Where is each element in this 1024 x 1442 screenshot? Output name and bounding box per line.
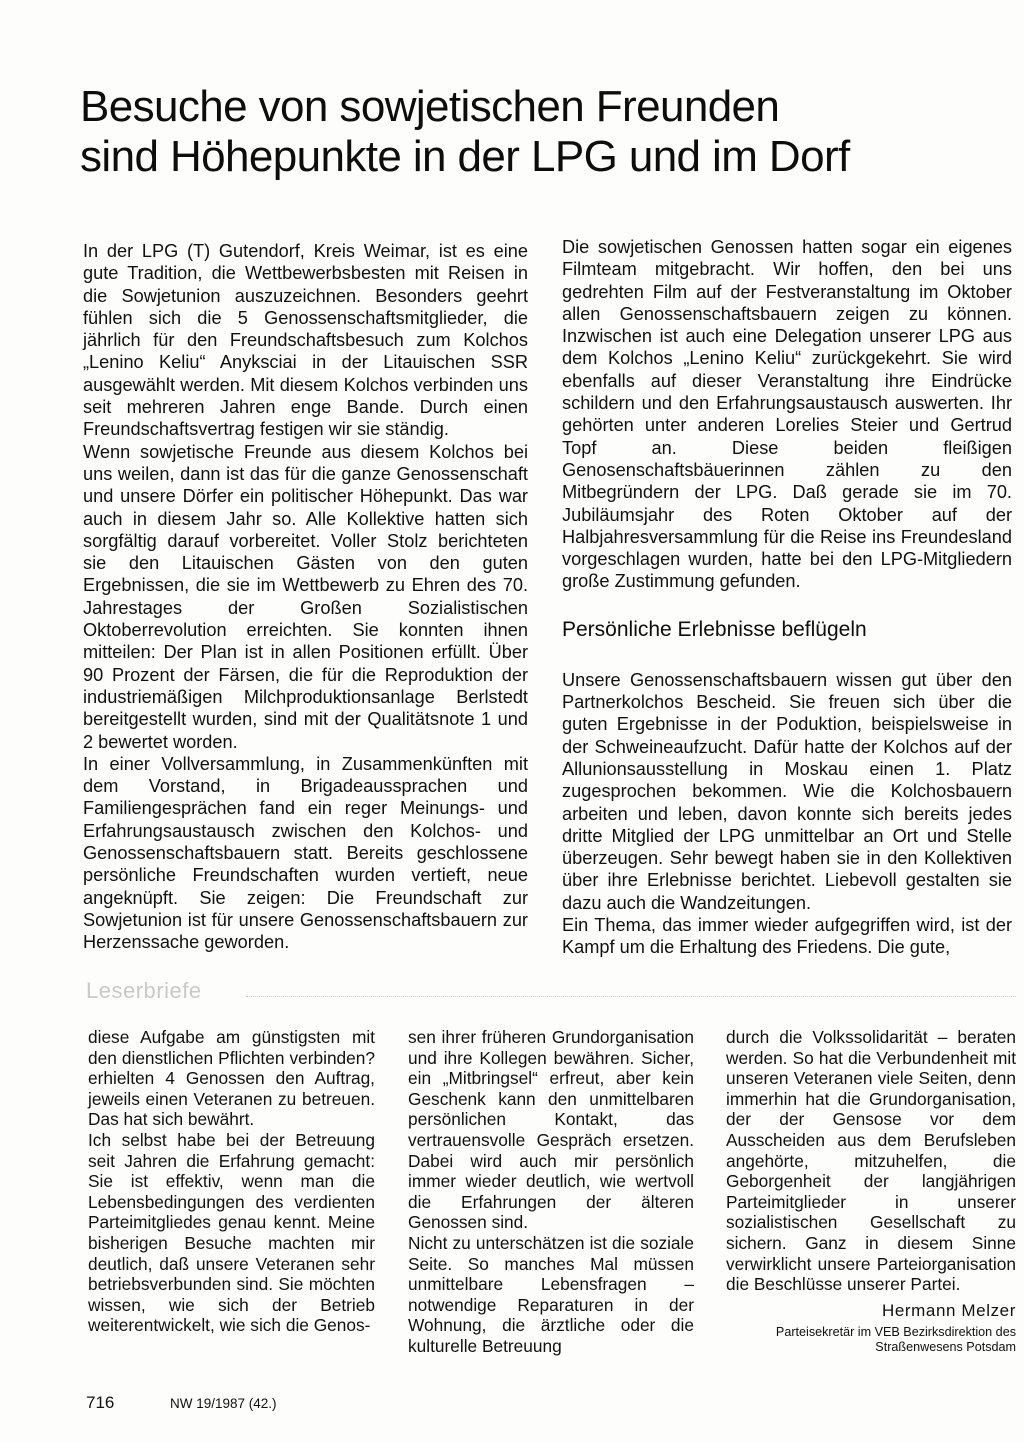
- author-role-line-1: Parteisekretär im VEB Bezirksdirektion des: [775, 1325, 1016, 1340]
- article-paragraph: Ein Thema, das immer wieder aufgegriffen wird, ist der Kampf um die Erhaltung des Friedens. Die gute,: [562, 915, 1012, 958]
- title-line-2: sind Höhepunkte in der LPG und im Dorf: [80, 132, 850, 181]
- section-divider: [246, 996, 1016, 997]
- article-paragraph: In der LPG (T) Gutendorf, Kreis Weimar, ist es eine gute Tradition, die Wettbewerbsbesten mit Reisen in die Sowjetunion auszuzeichnen. Besonders geehrt fühlen sich die 5 Genossenschaftsmitglieder, die jährlich für den Freundschaftsbesuch zum Kolchos „Lenino Keliu“ Anyksciai in der Litauischen SSR ausgewählt werden. Mit diesem Kolchos verbinden uns seit mehreren Jahren enge Bande. Durch einen Freundschaftsvertrag festigen wir sie ständig.: [83, 241, 528, 440]
- section-label: Leserbriefe: [86, 978, 202, 1003]
- letter-paragraph: Nicht zu unterschätzen ist die soziale Seite. So manches Mal müssen unmittelbare Lebensfragen – notwendige Reparaturen in der Wohnung, die ärztliche oder die kulturelle Betreuung: [408, 1232, 694, 1356]
- article-subheading: Persönliche Erlebnisse beflügeln: [562, 617, 867, 641]
- article-paragraph: Die sowjetischen Genossen hatten sogar ein eigenes Filmteam mitgebracht. Wir hoffen, den bei uns gedrehten Film auf der Festveranstaltung im Oktober allen Genossenschaftsbauern zeigen zu können. Inzwischen ist auch eine Delegation unserer LPG aus dem Kolchos „Lenino Keliu“ zurückgekehrt. Sie wird ebenfalls auf dieser Veranstaltung ihre Eindrücke schildern und den Erfahrungsaustausch auswerten. Ihr gehörten unter anderen Lorelies Steier und Gertrud Topf an. Diese beiden fleißigen Genosenschaftsbäuerinnen zählen zu den Mitbegründern der LPG. Daß gerade sie im 70. Jubiläumsjahr des Roten Oktober auf der Halbjahresversammlung für die Reise ins Freundesland vorgeschlagen wurden, hatte bei den LPG-Mitgliedern große Zustimmung gefunden.: [562, 237, 1012, 592]
- author-name: Hermann Melzer: [881, 1300, 1016, 1320]
- page-number: 716: [86, 1393, 115, 1412]
- letter-column-2: [408, 1027, 694, 1357]
- article-column-left: [83, 240, 528, 954]
- letter-paragraph: diese Aufgabe am günstigsten mit den dienstlichen Pflichten verbinden? erhielten 4 Genossen den Auftrag, jeweils einen Veteranen zu betreuen. Das hat sich bewährt.: [88, 1027, 375, 1130]
- issue-reference: NW 19/1987 (42.): [170, 1396, 277, 1411]
- article-paragraph: Wenn sowjetische Freunde aus diesem Kolchos bei uns weilen, dann ist das für die ganze Genossenschaft und unsere Dörfer ein politischer Höhepunkt. Das war auch in diesem Jahr so. Alle Kollektive hatten sich sorgfältig darauf vorbereitet. Voller Stolz berichteten sie den Litauischen Gästen von den guten Ergebnissen, die sie im Wettbewerb zu Ehren des 70. Jahrestages der Großen Sozialistischen Oktoberrevolution erreichten. Sie konnten ihnen mitteilen: Der Plan ist in allen Positionen erfüllt. Über 90 Prozent der Färsen, die für die Reproduktion der industriemäßigen Milchproduktionsanlage Berlstedt bereitgestellt wurden, sind mit der Qualitätsnote 1 und 2 bewertet worden.: [83, 441, 528, 752]
- letter-column-3: [726, 1027, 1016, 1355]
- author-role: [726, 1325, 1016, 1355]
- letter-paragraph: durch die Volkssolidarität – beraten werden. So hat die Verbundenheit mit unseren Veteranen viele Seiten, denn immerhin hat die Grundorganisation, der der Gensose vor dem Ausscheiden aus dem Berufsleben angehörte, mitzuhelfen, die Geborgenheit der langjährigen Parteimitglieder in unserer sozialistischen Gesellschaft zu sichern. Ganz in diesem Sinne verwirklicht unsere Parteiorganisation die Beschlüsse unserer Partei.: [726, 1027, 1016, 1295]
- article-title: [80, 82, 980, 182]
- article-paragraph: In einer Vollversammlung, in Zusammenkünften mit dem Vorstand, in Brigadeaussprachen und Familiengesprächen fand ein reger Meinungs- und Erfahrungsaustausch zwischen den Kolchos- und Genossenschaftsbauern statt. Bereits geschlossene persönliche Freundschaften wurden vertieft, neue angeknüpft. Sie zeigen: Die Freundschaft zur Sowjetunion ist für unsere Genossenschaftsbauern zur Herzenssache geworden.: [83, 753, 528, 953]
- article-paragraph: Unsere Genossenschaftsbauern wissen gut über den Partnerkolchos Bescheid. Sie freuen sich über die guten Ergebnisse in der Poduktion, beispielsweise in der Schweineaufzucht. Dafür hatte der Kolchos auf der Allunionsausstellung in Moskau einen 1. Platz zugesprochen bekommen. Wie die Kolchosbauern arbeiten und leben, davon konnte sich bereits jedes dritte Mitglied der LPG unmittelbar an Ort und Stelle überzeugen. Sehr bewegt haben sie in den Kollektiven über ihre Erlebnisse berichtet. Liebevoll gestalten sie dazu auch die Wandzeitungen.: [562, 669, 1012, 913]
- title-line-1: Besuche von sowjetischen Freunden: [80, 82, 780, 131]
- article-column-right: [562, 236, 1012, 959]
- letter-paragraph: Ich selbst habe bei der Betreuung seit Jahren die Erfahrung gemacht: Sie ist effektiv, wenn man die Lebensbedingungen des verdienten Parteimitgliedes genau kennt. Meine bisherigen Besuche machten mir deutlich, daß unsere Veteranen sehr betriebsverbunden sind. Sie möchten wissen, wie sich der Betrieb weiterentwickelt, wie sich die Genos-: [88, 1129, 375, 1336]
- letter-paragraph: sen ihrer früheren Grundorganisation und ihre Kollegen bewähren. Sicher, ein „Mitbringsel“ erfreut, aber kein Geschenk kann den unmittelbaren persönlichen Kontakt, das vertrauensvolle Gespräch ersetzen. Dabei wird auch mir persönlich immer wieder deutlich, wie wertvoll die Erfahrungen der älteren Genossen sind.: [408, 1027, 694, 1233]
- author-role-line-2: Straßenwesens Potsdam: [875, 1340, 1016, 1355]
- letter-column-1: [88, 1027, 375, 1336]
